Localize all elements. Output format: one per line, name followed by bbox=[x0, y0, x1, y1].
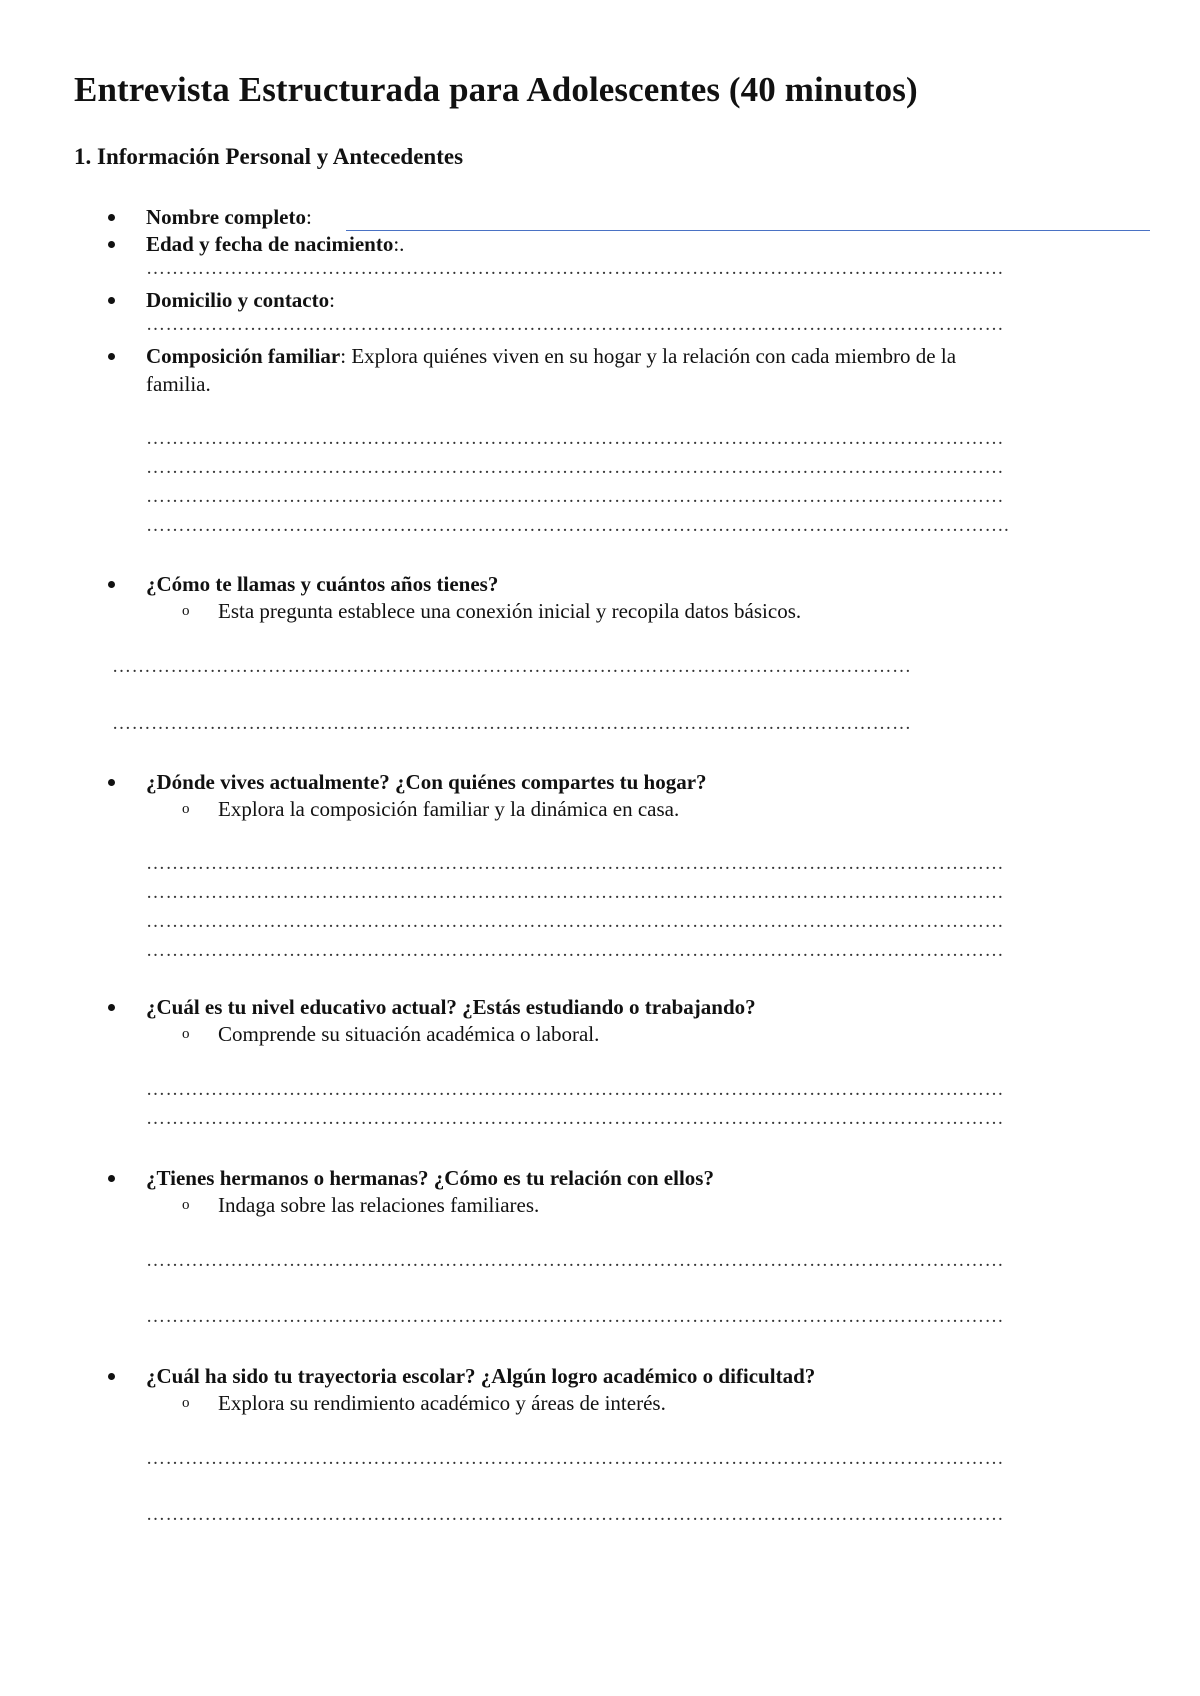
section-heading: 1. Información Personal y Antecedentes bbox=[74, 144, 464, 169]
field-label: Nombre completo bbox=[146, 205, 306, 229]
answer-dotted-line[interactable]: …………………………………………………………………………………………………………………… bbox=[146, 314, 1004, 335]
field-composicion bbox=[146, 342, 956, 370]
sub-bullet: o bbox=[182, 1197, 190, 1213]
answer-dotted-line[interactable]: …………………………………………………………………………………………………………… bbox=[112, 713, 912, 734]
sub-bullet: o bbox=[182, 603, 190, 619]
sub-bullet: o bbox=[182, 1395, 190, 1411]
field-nombre bbox=[146, 203, 312, 231]
field-label: Domicilio y contacto bbox=[146, 288, 330, 312]
field-text-continuation: familia. bbox=[146, 372, 211, 396]
field-text: : Explora quiénes viven en su hogar y la relación con cada miembro de la bbox=[340, 344, 957, 368]
answer-dotted-line[interactable]: …………………………………………………………………………………………………………………… bbox=[146, 486, 1004, 507]
question-label: ¿Tienes hermanos o hermanas? ¿Cómo es tu relación con ellos? bbox=[146, 1166, 714, 1190]
question-hint: Explora su rendimiento académico y áreas de interés. bbox=[218, 1391, 666, 1415]
answer-dotted-line[interactable]: …………………………………………………………………………………………………………………… bbox=[146, 940, 1004, 961]
question-text bbox=[146, 1164, 714, 1192]
question-text bbox=[146, 570, 498, 598]
answer-dotted-line[interactable]: ……………………………………………………………………………………………………………………. bbox=[146, 515, 1010, 536]
bullet bbox=[108, 1373, 115, 1380]
question-label: ¿Cómo te llamas y cuántos años tienes? bbox=[146, 572, 499, 596]
answer-dotted-line[interactable]: …………………………………………………………………………………………………………………… bbox=[146, 882, 1004, 903]
answer-dotted-line[interactable]: …………………………………………………………………………………………………………………… bbox=[146, 1108, 1004, 1129]
answer-dotted-line[interactable]: …………………………………………………………………………………………………………………… bbox=[146, 258, 1004, 279]
bullet bbox=[108, 779, 115, 786]
field-colon: : bbox=[329, 288, 335, 312]
document-title: Entrevista Estructurada para Adolescentes (40 minutos) bbox=[74, 70, 918, 109]
bullet bbox=[108, 1175, 115, 1182]
answer-dotted-line[interactable]: …………………………………………………………………………………………………………………… bbox=[146, 1504, 1004, 1525]
field-colon: :. bbox=[393, 232, 405, 256]
field-colon: : bbox=[306, 205, 312, 229]
bullet bbox=[108, 1004, 115, 1011]
nombre-input-line[interactable] bbox=[346, 230, 1150, 231]
answer-dotted-line[interactable]: …………………………………………………………………………………………………………………… bbox=[146, 428, 1004, 449]
question-text bbox=[146, 993, 756, 1021]
question-hint: Comprende su situación académica o laboral. bbox=[218, 1022, 600, 1046]
answer-dotted-line[interactable]: …………………………………………………………………………………………………………………… bbox=[146, 911, 1004, 932]
answer-dotted-line[interactable]: …………………………………………………………………………………………………………………… bbox=[146, 457, 1004, 478]
answer-dotted-line[interactable]: …………………………………………………………………………………………………………………… bbox=[146, 853, 1004, 874]
question-label: ¿Cuál es tu nivel educativo actual? ¿Estás estudiando o trabajando? bbox=[146, 995, 756, 1019]
bullet bbox=[108, 581, 115, 588]
field-edad bbox=[146, 230, 404, 258]
bullet bbox=[108, 297, 115, 304]
question-label: ¿Dónde vives actualmente? ¿Con quiénes compartes tu hogar? bbox=[146, 770, 707, 794]
field-label: Edad y fecha de nacimiento bbox=[146, 232, 394, 256]
answer-dotted-line[interactable]: …………………………………………………………………………………………………………………… bbox=[146, 1250, 1004, 1271]
sub-bullet: o bbox=[182, 801, 190, 817]
field-label: Composición familiar bbox=[146, 344, 341, 368]
field-domicilio bbox=[146, 286, 335, 314]
question-label: ¿Cuál ha sido tu trayectoria escolar? ¿Algún logro académico o dificultad? bbox=[146, 1364, 816, 1388]
sub-bullet: o bbox=[182, 1026, 190, 1042]
question-hint: Explora la composición familiar y la dinámica en casa. bbox=[218, 797, 680, 821]
bullet bbox=[108, 241, 115, 248]
question-hint: Indaga sobre las relaciones familiares. bbox=[218, 1193, 540, 1217]
question-text bbox=[146, 1362, 815, 1390]
answer-dotted-line[interactable]: …………………………………………………………………………………………………………………… bbox=[146, 1448, 1004, 1469]
answer-dotted-line[interactable]: …………………………………………………………………………………………………………………… bbox=[146, 1079, 1004, 1100]
answer-dotted-line[interactable]: …………………………………………………………………………………………………………… bbox=[112, 656, 912, 677]
question-text bbox=[146, 768, 707, 796]
bullet bbox=[108, 353, 115, 360]
answer-dotted-line[interactable]: …………………………………………………………………………………………………………………… bbox=[146, 1306, 1004, 1327]
question-hint: Esta pregunta establece una conexión inicial y recopila datos básicos. bbox=[218, 599, 802, 623]
bullet bbox=[108, 214, 115, 221]
